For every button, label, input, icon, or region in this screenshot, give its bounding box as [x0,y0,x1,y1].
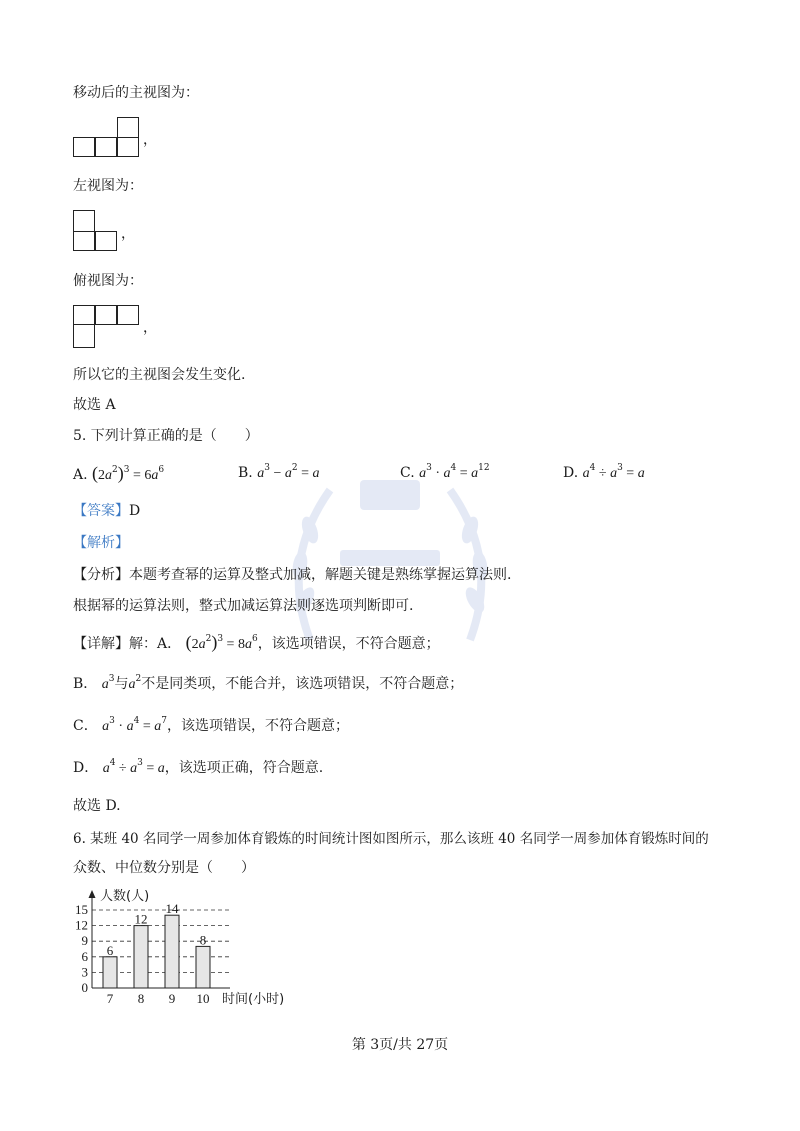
page-footer: 第 3页/共 27页 [351,1037,449,1053]
basis-line: 根据幂的运算法则，整式加减运算法则逐选项判断即可. [73,598,414,614]
choose-a-text: 故选 A [73,397,116,413]
x-tick-label: 8 [137,991,145,1006]
answer-tag: 【答案】 [73,503,129,519]
question-6-line2: 众数、中位数分别是（ ） [73,860,255,876]
x-tick-label: 10 [196,991,210,1006]
q5-option-d: D. $a^4 \div a^3 = a$ [563,463,645,481]
y-tick-label: 0 [81,980,88,995]
y-tick-label: 15 [75,902,88,917]
left-view-text: 左视图为： [73,178,143,194]
bar [165,915,179,988]
bar [134,926,148,988]
top-view-text: 俯视图为： [73,273,143,289]
question-5-stem: 5. 下列计算正确的是（ ） [73,428,259,444]
y-axis-label: 人数(人) [100,889,150,904]
bar-data-label: 12 [134,911,148,927]
y-axis-arrow [89,890,96,898]
x-tick-label: 7 [106,991,114,1006]
y-tick-label: 9 [81,933,88,949]
answer-value: D [129,503,141,519]
detail-a-line: 【详解】解：A． $(2a^2)^3 = 8a^6$，该选项错误，不符合题意； [73,632,440,652]
bar-data-label: 6 [106,942,114,958]
answer-line [73,502,140,520]
fenxi-line: 【分析】本题考查幂的运算及整式加减，解题关键是熟练掌握运算法则. [73,567,512,583]
question-6-line1: 6. 某班 40 名同学一周参加体育锻炼的时间统计图如图所示，那么该班 40 名同学一周参加体育锻炼时间的 [73,831,709,847]
detail-b-line: B． $a^3$与$a^2$不是同类项，不能合并，该选项错误，不符合题意； [73,674,464,692]
detail-c-line: C． $a^3 \cdot a^4 = a^7$，该选项错误，不符合题意； [73,716,349,734]
x-tick-label: 9 [168,991,176,1006]
y-tick-label: 6 [81,948,88,964]
conclusion-text: 所以它的主视图会发生变化. [73,367,246,383]
y-tick-label: 3 [81,964,88,980]
bar [103,957,117,988]
moved-front-view-text: 移动后的主视图为： [73,85,199,101]
q5-option-b: B. $a^3 - a^2 = a$ [238,463,320,481]
front-view-figure: ， [73,117,153,161]
bar [196,946,210,988]
analysis-tag: 【解析】 [73,535,129,551]
left-view-figure: ， [73,210,143,254]
detail-d-line: D． $a^4 \div a^3 = a$，该选项正确，符合题意. [73,758,324,776]
top-view-figure: ， [73,305,153,349]
q5-option-c: C. $a^3 \cdot a^4 = a^{12}$ [400,463,490,481]
bar-data-label: 14 [165,901,179,917]
y-tick-label: 12 [75,917,88,933]
bar-chart [70,888,310,1012]
q5-option-a: A. $(2a^2)^3 = 6a^6$ [73,463,165,483]
choose-d-text: 故选 D. [73,798,121,814]
bar-data-label: 8 [199,932,207,948]
x-axis-label: 时间(小时) [222,992,285,1007]
